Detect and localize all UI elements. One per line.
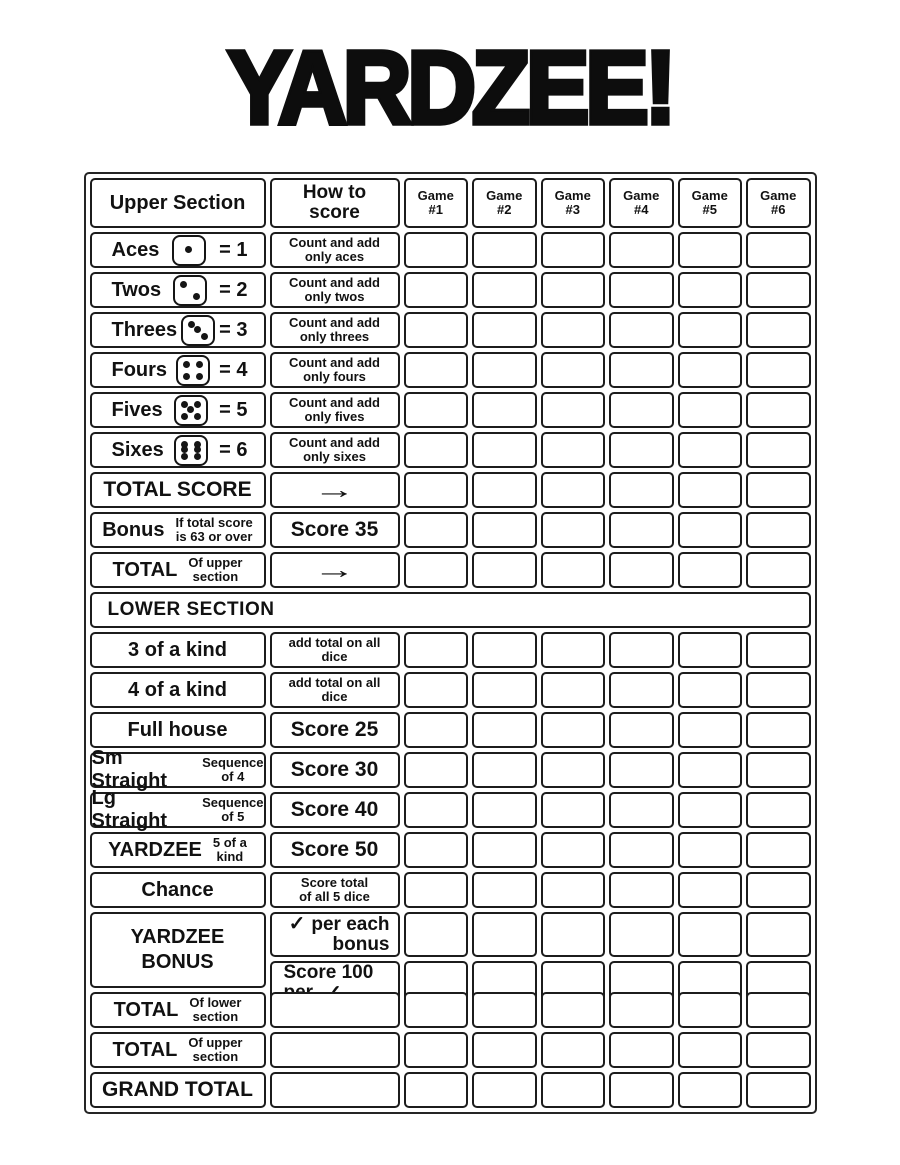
game-cell-sixes-g5[interactable] <box>678 432 743 468</box>
game-cell-fives-g3[interactable] <box>541 392 606 428</box>
row-label-grand-total: GRAND TOTAL <box>90 1072 266 1108</box>
howto-sixes: Count and add only sixes <box>270 432 400 468</box>
game-cell-threes-g1[interactable] <box>404 312 469 348</box>
game-cell-lg-straight-g6[interactable] <box>746 792 811 828</box>
lg-straight-note: Sequence of 5 <box>202 794 264 824</box>
howto-twos: Count and add only twos <box>270 272 400 308</box>
game-cell-sm-straight-g4[interactable] <box>609 752 674 788</box>
game-cell-bonus-check-g1[interactable] <box>404 912 469 957</box>
game-cell-chance-g1[interactable] <box>404 872 469 908</box>
game-cell-yardzee-g6[interactable] <box>746 832 811 868</box>
game-cell-lg-straight-g2[interactable] <box>472 792 537 828</box>
game-cell-fives-g6[interactable] <box>746 392 811 428</box>
row-label-aces: Aces = 1 <box>90 232 266 268</box>
game-cell-sixes-g3[interactable] <box>541 432 606 468</box>
game-cell-fours-g6[interactable] <box>746 352 811 388</box>
header-game-cells <box>404 178 811 228</box>
row-twos <box>90 272 811 308</box>
game-cell-bonus-check-g5[interactable] <box>678 912 743 957</box>
checkmark-icon: ✓ <box>288 913 306 935</box>
game-cells-bonus <box>404 512 811 548</box>
game-cell-bonus-g4[interactable] <box>609 512 674 548</box>
game-cell-total-score-g3[interactable] <box>541 472 606 508</box>
row-label-yardzee-bonus: YARDZEE BONUS <box>90 912 266 988</box>
game-cell-aces-g2[interactable] <box>472 232 537 268</box>
game-cell-grand-total-g5[interactable] <box>678 1072 743 1108</box>
game-cell-total-lower-g3[interactable] <box>541 992 606 1028</box>
game-cell-bonus-g2[interactable] <box>472 512 537 548</box>
header-game-3: Game #3 <box>541 178 606 228</box>
row-label-total-upper: TOTAL Of upper section <box>90 552 266 588</box>
row-fours <box>90 352 811 388</box>
game-cell-fives-g2[interactable] <box>472 392 537 428</box>
game-cell-total-upper-g1[interactable] <box>404 552 469 588</box>
header-game-1: Game #1 <box>404 178 469 228</box>
row-label-chance: Chance <box>90 872 266 908</box>
game-cells-total-lower <box>404 992 811 1028</box>
game-cell-bonus-g6[interactable] <box>746 512 811 548</box>
game-cell-threes-g6[interactable] <box>746 312 811 348</box>
game-cell-4kind-g2[interactable] <box>472 672 537 708</box>
game-cell-full-house-g4[interactable] <box>609 712 674 748</box>
howto-total-upper-bottom-empty <box>270 1032 400 1068</box>
game-cell-threes-g3[interactable] <box>541 312 606 348</box>
game-cell-fives-g4[interactable] <box>609 392 674 428</box>
row-label-sixes: Sixes = 6 <box>90 432 266 468</box>
game-cell-fours-g1[interactable] <box>404 352 469 388</box>
game-cells-total-upper-bottom <box>404 1032 811 1068</box>
howto-3-of-a-kind: add total on all dice <box>270 632 400 668</box>
sm-straight-note: Sequence of 4 <box>202 754 264 784</box>
game-cell-full-house-g6[interactable] <box>746 712 811 748</box>
game-cell-twos-g5[interactable] <box>678 272 743 308</box>
game-cell-lg-straight-g1[interactable] <box>404 792 469 828</box>
howto-bonus: Score 35 <box>270 512 400 548</box>
game-cell-total-upper-bottom-g5[interactable] <box>678 1032 743 1068</box>
game-cell-total-upper-bottom-g2[interactable] <box>472 1032 537 1068</box>
game-cell-aces-g3[interactable] <box>541 232 606 268</box>
game-cells-yardzee <box>404 832 811 868</box>
row-label-fours: Fours = 4 <box>90 352 266 388</box>
game-cell-aces-g1[interactable] <box>404 232 469 268</box>
game-cell-total-upper-bottom-g1[interactable] <box>404 1032 469 1068</box>
row-label-full-house: Full house <box>90 712 266 748</box>
game-cell-total-upper-g3[interactable] <box>541 552 606 588</box>
total-upper-note: Of upper section <box>188 554 243 584</box>
game-cells-bonus-check <box>404 912 811 957</box>
game-cell-full-house-g3[interactable] <box>541 712 606 748</box>
game-cells-fours <box>404 352 811 388</box>
row-label-twos: Twos = 2 <box>90 272 266 308</box>
howto-chance: Score total of all 5 dice <box>270 872 400 908</box>
header-row <box>90 178 811 228</box>
game-cells-3-of-a-kind <box>404 632 811 668</box>
game-cell-sm-straight-g1[interactable] <box>404 752 469 788</box>
game-cell-3kind-g1[interactable] <box>404 632 469 668</box>
row-total-lower <box>90 992 811 1028</box>
equals-value: = 5 <box>219 398 248 421</box>
game-cell-3kind-g3[interactable] <box>541 632 606 668</box>
howto-threes: Count and add only threes <box>270 312 400 348</box>
row-label-threes: Threes = 3 <box>90 312 266 348</box>
game-cell-sm-straight-g6[interactable] <box>746 752 811 788</box>
game-cell-fours-g3[interactable] <box>541 352 606 388</box>
right-arrow-icon: → <box>313 555 356 584</box>
total-lower-note: Of lower section <box>189 994 242 1024</box>
row-aces <box>90 232 811 268</box>
row-lower-section <box>90 592 811 628</box>
how-to-line2: score <box>309 202 360 223</box>
how-to-line1: How to <box>302 181 367 203</box>
game-cell-yardzee-g5[interactable] <box>678 832 743 868</box>
equals-value: = 6 <box>219 438 248 461</box>
game-cell-full-house-g1[interactable] <box>404 712 469 748</box>
row-sixes <box>90 432 811 468</box>
game-cell-bonus-check-g3[interactable] <box>541 912 606 957</box>
game-cell-threes-g5[interactable] <box>678 312 743 348</box>
row-yardzee <box>90 832 811 868</box>
game-cell-4kind-g1[interactable] <box>404 672 469 708</box>
game-cell-fives-g5[interactable] <box>678 392 743 428</box>
die-5-icon <box>174 395 208 426</box>
howto-lg-straight: Score 40 <box>270 792 400 828</box>
game-cell-threes-g4[interactable] <box>609 312 674 348</box>
right-arrow-icon: → <box>313 475 356 504</box>
die-1-icon <box>172 235 206 266</box>
game-cell-total-score-g2[interactable] <box>472 472 537 508</box>
game-cell-sm-straight-g5[interactable] <box>678 752 743 788</box>
header-how-to-score <box>270 178 400 228</box>
game-cell-total-upper-bottom-g4[interactable] <box>609 1032 674 1068</box>
game-cell-4kind-g5[interactable] <box>678 672 743 708</box>
game-cell-grand-total-g3[interactable] <box>541 1072 606 1108</box>
row-label-fives: Fives = 5 <box>90 392 266 428</box>
row-label-sm-straight: Sm Straight Sequence of 4 <box>91 747 264 792</box>
howto-fours: Count and add only fours <box>270 352 400 388</box>
game-cell-total-score-g6[interactable] <box>746 472 811 508</box>
header-game-6: Game #6 <box>746 178 811 228</box>
die-6-icon <box>174 435 208 466</box>
die-3-icon <box>181 315 215 346</box>
game-cell-4kind-g3[interactable] <box>541 672 606 708</box>
game-cell-twos-g1[interactable] <box>404 272 469 308</box>
row-full-house <box>90 712 811 748</box>
game-cell-fours-g2[interactable] <box>472 352 537 388</box>
game-cell-yardzee-g2[interactable] <box>472 832 537 868</box>
howto-4-of-a-kind: add total on all dice <box>270 672 400 708</box>
game-cell-total-lower-g1[interactable] <box>404 992 469 1028</box>
game-cell-3kind-g5[interactable] <box>678 632 743 668</box>
game-cell-yardzee-g1[interactable] <box>404 832 469 868</box>
game-cell-sixes-g6[interactable] <box>746 432 811 468</box>
game-cell-total-lower-g5[interactable] <box>678 992 743 1028</box>
game-cells-grand-total <box>404 1072 811 1108</box>
game-cell-yardzee-g4[interactable] <box>609 832 674 868</box>
equals-value: = 3 <box>219 318 248 341</box>
howto-total-score <box>270 472 400 508</box>
howto-full-house: Score 25 <box>270 712 400 748</box>
game-cell-total-score-g1[interactable] <box>404 472 469 508</box>
row-yardzee-bonus <box>90 912 811 988</box>
game-cells-sm-straight <box>404 752 811 788</box>
game-cell-twos-g3[interactable] <box>541 272 606 308</box>
game-cell-bonus-g1[interactable] <box>404 512 469 548</box>
game-cell-full-house-g5[interactable] <box>678 712 743 748</box>
row-4-of-a-kind <box>90 672 811 708</box>
game-cell-bonus-g5[interactable] <box>678 512 743 548</box>
game-cell-fives-g1[interactable] <box>404 392 469 428</box>
lower-section-header: LOWER SECTION <box>90 592 811 628</box>
row-label-total-score: TOTAL SCORE <box>90 472 266 508</box>
game-cell-total-score-g5[interactable] <box>678 472 743 508</box>
game-cells-chance <box>404 872 811 908</box>
yardzee-title: YARDZEE! <box>227 31 673 146</box>
howto-grand-total-empty <box>270 1072 400 1108</box>
game-cell-grand-total-g2[interactable] <box>472 1072 537 1108</box>
game-cell-total-upper-g6[interactable] <box>746 552 811 588</box>
game-cell-sixes-g1[interactable] <box>404 432 469 468</box>
row-label-total-upper-bottom: TOTAL Of upper section <box>90 1032 266 1068</box>
game-cell-chance-g3[interactable] <box>541 872 606 908</box>
game-cell-4kind-g4[interactable] <box>609 672 674 708</box>
game-cells-sixes <box>404 432 811 468</box>
die-4-icon <box>176 355 210 386</box>
game-cell-bonus-check-g4[interactable] <box>609 912 674 957</box>
game-cell-total-lower-g6[interactable] <box>746 992 811 1028</box>
game-cell-total-upper-g4[interactable] <box>609 552 674 588</box>
header-game-5: Game #5 <box>678 178 743 228</box>
game-cell-sm-straight-g3[interactable] <box>541 752 606 788</box>
game-cell-grand-total-g6[interactable] <box>746 1072 811 1108</box>
game-cell-chance-g4[interactable] <box>609 872 674 908</box>
game-cell-yardzee-g3[interactable] <box>541 832 606 868</box>
row-grand-total <box>90 1072 811 1108</box>
game-cells-total-score <box>404 472 811 508</box>
game-cells-lg-straight <box>404 792 811 828</box>
game-cell-total-lower-g2[interactable] <box>472 992 537 1028</box>
howto-bonus-score: Score 100 <box>270 961 400 1006</box>
game-cell-chance-g2[interactable] <box>472 872 537 908</box>
game-cells-4-of-a-kind <box>404 672 811 708</box>
howto-aces: Count and add only aces <box>270 232 400 268</box>
row-chance <box>90 872 811 908</box>
game-cell-fours-g4[interactable] <box>609 352 674 388</box>
game-cell-fours-g5[interactable] <box>678 352 743 388</box>
row-3-of-a-kind <box>90 632 811 668</box>
header-upper-section: Upper Section <box>90 178 266 228</box>
game-cell-total-lower-g4[interactable] <box>609 992 674 1028</box>
header-game-4: Game #4 <box>609 178 674 228</box>
total-upper-bottom-note: Of upper section <box>188 1034 243 1064</box>
row-total-upper <box>90 552 811 588</box>
game-cell-bonus-g3[interactable] <box>541 512 606 548</box>
equals-value: = 1 <box>219 238 248 261</box>
howto-total-lower-empty <box>270 992 400 1028</box>
howto-fives: Count and add only fives <box>270 392 400 428</box>
row-label-bonus: Bonus If total score is 63 or over <box>90 512 266 548</box>
game-cell-aces-g4[interactable] <box>609 232 674 268</box>
game-cell-twos-g6[interactable] <box>746 272 811 308</box>
game-cell-threes-g2[interactable] <box>472 312 537 348</box>
game-cell-chance-g6[interactable] <box>746 872 811 908</box>
row-label-3-of-a-kind: 3 of a kind <box>90 632 266 668</box>
game-cells-threes <box>404 312 811 348</box>
howto-sm-straight: Score 30 <box>270 752 400 788</box>
equals-value: = 4 <box>219 358 248 381</box>
game-cell-total-upper-bottom-g3[interactable] <box>541 1032 606 1068</box>
game-cell-lg-straight-g4[interactable] <box>609 792 674 828</box>
game-cell-aces-g6[interactable] <box>746 232 811 268</box>
game-cells-total-upper <box>404 552 811 588</box>
howto-yardzee: Score 50 <box>270 832 400 868</box>
game-cell-full-house-g2[interactable] <box>472 712 537 748</box>
game-cell-aces-g5[interactable] <box>678 232 743 268</box>
game-cells-full-house <box>404 712 811 748</box>
game-cell-4kind-g6[interactable] <box>746 672 811 708</box>
row-label-4-of-a-kind: 4 of a kind <box>90 672 266 708</box>
die-2-icon <box>173 275 207 306</box>
game-cell-grand-total-g4[interactable] <box>609 1072 674 1108</box>
game-cells-fives <box>404 392 811 428</box>
yardzee-note: 5 of a kind <box>212 834 247 864</box>
row-fives <box>90 392 811 428</box>
game-cell-total-upper-g2[interactable] <box>472 552 537 588</box>
game-cell-grand-total-g1[interactable] <box>404 1072 469 1108</box>
game-cell-lg-straight-g5[interactable] <box>678 792 743 828</box>
game-cell-3kind-g4[interactable] <box>609 632 674 668</box>
row-threes <box>90 312 811 348</box>
game-cell-twos-g2[interactable] <box>472 272 537 308</box>
row-label-yardzee: YARDZEE 5 of a kind <box>90 832 266 868</box>
header-game-2: Game #2 <box>472 178 537 228</box>
row-sm-straight <box>90 747 811 792</box>
game-cell-bonus-check-g2[interactable] <box>472 912 537 957</box>
score-table <box>84 172 817 1114</box>
game-cell-lg-straight-g3[interactable] <box>541 792 606 828</box>
bonus-note: If total score is 63 or over <box>175 514 253 544</box>
game-cell-total-upper-g5[interactable] <box>678 552 743 588</box>
row-lg-straight <box>90 787 811 832</box>
game-cell-total-upper-bottom-g6[interactable] <box>746 1032 811 1068</box>
game-cell-sixes-g2[interactable] <box>472 432 537 468</box>
game-cell-sm-straight-g2[interactable] <box>472 752 537 788</box>
game-cell-bonus-check-g6[interactable] <box>746 912 811 957</box>
row-bonus <box>90 512 811 548</box>
row-label-lg-straight: Lg Straight Sequence of 5 <box>91 787 264 832</box>
game-cell-twos-g4[interactable] <box>609 272 674 308</box>
equals-value: = 2 <box>219 278 248 301</box>
game-cell-3kind-g2[interactable] <box>472 632 537 668</box>
game-cells-twos <box>404 272 811 308</box>
yardzee-bonus-right <box>270 912 811 988</box>
howto-bonus-check: ✓ per each bonus <box>270 912 400 957</box>
game-cell-chance-g5[interactable] <box>678 872 743 908</box>
yardzee-bonus-check-row <box>270 912 811 957</box>
row-label-total-lower: TOTAL Of lower section <box>90 992 266 1028</box>
game-cells-aces <box>404 232 811 268</box>
game-cell-total-score-g4[interactable] <box>609 472 674 508</box>
row-total-score <box>90 472 811 508</box>
game-cell-3kind-g6[interactable] <box>746 632 811 668</box>
game-cell-sixes-g4[interactable] <box>609 432 674 468</box>
row-total-upper-bottom <box>90 1032 811 1068</box>
howto-total-upper <box>270 552 400 588</box>
